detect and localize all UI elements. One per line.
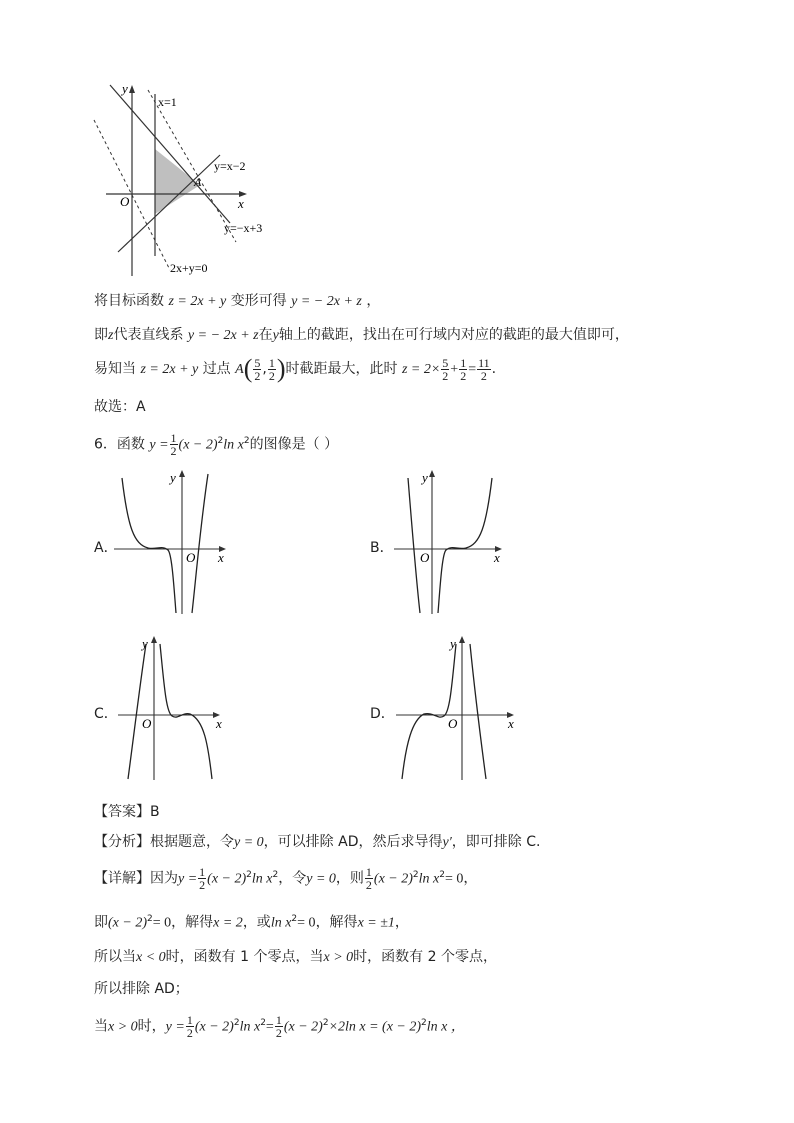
text: ， (366, 293, 381, 309)
question-number: 6．函数 (94, 436, 145, 453)
text: 将目标函数 (94, 293, 164, 309)
exponent: 2 (272, 870, 279, 880)
expression: ln x (223, 437, 244, 453)
text: 时，函数有 2 个零点， (353, 949, 497, 965)
exponent: 2 (233, 1018, 240, 1028)
label-x-equals-1: x=1 (158, 95, 177, 109)
fraction (198, 866, 206, 891)
curve (128, 644, 146, 779)
label-y-equals-x-minus-2: y=x−2 (214, 159, 246, 173)
analysis-line (94, 833, 540, 852)
label-x: x (216, 716, 222, 731)
fraction (365, 866, 373, 891)
fraction (441, 357, 449, 382)
denominator: 2 (268, 368, 275, 383)
expression: ln x ， (426, 1019, 465, 1035)
exponent: 2 (147, 914, 153, 924)
y-axis-arrow (429, 470, 435, 477)
label-origin: O (142, 716, 152, 731)
detail-line-3 (94, 948, 497, 967)
equation: z = 2x + y (140, 362, 199, 377)
label-x: x (238, 196, 244, 211)
fraction (253, 357, 261, 382)
label-y: y (170, 470, 176, 485)
exponent: 2 (260, 1018, 266, 1028)
label-y-equals-minus-x-plus-3: y=−x+3 (224, 221, 263, 235)
curve (192, 474, 208, 613)
expression: (x − 2) (178, 437, 218, 453)
equation: z = 2x + y (168, 294, 227, 309)
label-x: x (494, 550, 500, 565)
numerator: 1 (199, 865, 206, 880)
variable: z (108, 328, 114, 343)
curve (160, 644, 212, 779)
numerator: 1 (460, 355, 467, 370)
equation: x = 2 (213, 915, 243, 931)
equation: y = − 2x + z (291, 294, 362, 309)
text: ，即可排除 C. (451, 834, 541, 850)
detail-line-2 (94, 910, 409, 933)
numerator: 1 (170, 431, 177, 446)
denominator: 2 (254, 368, 261, 383)
numerator: 5 (442, 355, 449, 370)
derivative: y′ (442, 835, 452, 850)
condition: x > 0 (108, 1019, 138, 1035)
y-axis-arrow (179, 470, 185, 477)
option-B-graph[interactable] (392, 468, 512, 616)
text: 在 (258, 327, 273, 343)
condition: x < 0 (136, 950, 166, 965)
detail-tag: 【详解】 (94, 870, 150, 887)
denominator: 2 (199, 878, 206, 893)
variable: y (272, 328, 279, 343)
text: 过点 (202, 361, 231, 377)
curve (470, 644, 486, 779)
text: 根据题意，令 (150, 834, 234, 850)
solution-line-1 (94, 292, 380, 311)
label-origin: O (448, 716, 458, 731)
label-2x-plus-y-equals-0: 2x+y=0 (170, 261, 208, 275)
denominator: 2 (170, 444, 177, 459)
option-A-graph[interactable] (112, 468, 232, 616)
text: 轴上的截距，找出在可行域内对应的截距的最大值即可， (278, 327, 629, 343)
analysis-tag: 【分析】 (94, 834, 150, 850)
exponent: 2 (217, 436, 224, 446)
option-A-label[interactable]: A． (94, 540, 118, 556)
paren-close: ) (276, 354, 286, 383)
solution-line-3: 易知当 z = 2x + y 过点 A( $\frac{5}{2}$ , $\frac{1}{2}$ )时截距最大，此时 z = 2× $\frac{5}{2}$ + $\frac{1}{2}$ = $\frac{11}{2}$ . (94, 354, 497, 383)
option-D-label[interactable]: D． (370, 706, 395, 722)
text: ，或 (242, 914, 271, 931)
label-y: y (450, 636, 456, 651)
text: ，解得 (171, 914, 214, 931)
exponent: 2 (246, 870, 252, 880)
point-A: A (235, 362, 244, 377)
denominator: 2 (275, 1026, 282, 1041)
answer-tag: 【答案】 (94, 804, 150, 820)
numerator: 1 (186, 1013, 193, 1028)
text: 因为 (150, 870, 178, 887)
fraction (459, 357, 467, 382)
equals: = (468, 362, 477, 377)
feasible-region-figure (90, 80, 290, 280)
answer-line (94, 803, 160, 821)
expression: ln x (418, 871, 440, 887)
detail-line-5 (94, 1010, 465, 1041)
denominator: 2 (442, 368, 449, 383)
expression: ln x (239, 1019, 261, 1035)
label-origin: O (120, 194, 130, 209)
fraction (275, 1014, 283, 1039)
equation: z = 2× (401, 362, 441, 377)
text: ，令 (278, 870, 307, 887)
option-D-graph[interactable] (392, 634, 522, 782)
exponent: 2 (291, 914, 298, 924)
numerator: 1 (275, 1013, 282, 1028)
text: 易知当 (94, 361, 136, 377)
solution-choice: 故选：A (94, 399, 146, 415)
text: 即 (94, 327, 108, 343)
curve (402, 644, 456, 779)
exponent: 2 (412, 870, 419, 880)
y-axis-arrow (129, 85, 135, 93)
equation: y = (178, 871, 198, 887)
text: ，可以排除 AD，然后求导得 (263, 834, 443, 850)
curve (438, 478, 492, 613)
equals: = (265, 1019, 274, 1035)
plus: + (450, 362, 459, 377)
option-B-label[interactable]: B． (370, 540, 394, 556)
option-C-graph[interactable] (112, 634, 232, 782)
label-y: y (142, 636, 148, 651)
exponent: 2 (322, 1018, 329, 1028)
text: 时， (137, 1018, 166, 1035)
exponent: 2 (439, 870, 445, 880)
expression: ln x (251, 871, 273, 887)
text: ，则 (335, 870, 364, 887)
equation: y = (165, 1019, 185, 1035)
equation: y = 0 (306, 871, 336, 887)
fraction (170, 432, 178, 457)
option-C-label[interactable]: C． (94, 706, 118, 722)
fraction (477, 357, 491, 382)
y-axis-arrow (459, 636, 465, 643)
label-y: y (122, 81, 128, 96)
denominator: 2 (480, 368, 487, 383)
curve (408, 478, 420, 613)
paren-open: ( (243, 354, 253, 383)
expression: (x − 2) (373, 871, 413, 887)
text: 时截距最大，此时 (285, 361, 398, 377)
text: ，解得 (315, 914, 358, 931)
expression: (x − 2) (283, 1019, 323, 1035)
label-y: y (422, 470, 428, 485)
label-origin: O (186, 550, 196, 565)
text: 变形可得 (230, 293, 287, 309)
equation: y = 0 (234, 835, 264, 850)
text: ， (463, 870, 478, 887)
numerator: 5 (254, 355, 261, 370)
label-x: x (218, 550, 224, 565)
equation: y = − 2x + z (187, 328, 259, 343)
equation: = 0 (297, 915, 316, 931)
exponent: 2 (243, 436, 250, 446)
label-x: x (508, 716, 514, 731)
y-axis-arrow (151, 636, 157, 643)
equation: x = ±1 (357, 915, 395, 931)
text: 即 (94, 914, 108, 931)
period: . (491, 361, 497, 377)
condition: x > 0 (323, 950, 354, 965)
equation: = 0 (152, 915, 172, 931)
expression: (x − 2) (194, 1019, 234, 1035)
text: 当 (94, 1018, 108, 1035)
text: 所以当 (94, 949, 136, 965)
label-origin: O (420, 550, 430, 565)
fraction (268, 357, 276, 382)
expression: ln x (270, 915, 292, 931)
text: 时，函数有 1 个零点，当 (165, 949, 324, 965)
denominator: 2 (186, 1026, 193, 1041)
detail-line-1 (94, 862, 477, 893)
curve (122, 478, 176, 613)
fraction (186, 1014, 194, 1039)
numerator: 1 (365, 865, 372, 880)
numerator: 11 (478, 355, 490, 370)
text: ， (394, 914, 409, 931)
detail-line-4: 所以排除 AD； (94, 981, 189, 997)
question-6-stem (94, 428, 338, 459)
answer-value: B (150, 804, 160, 820)
denominator: 2 (460, 368, 467, 383)
equation: y = (149, 437, 169, 453)
denominator: 2 (365, 878, 372, 893)
exponent: 2 (421, 1018, 427, 1028)
expression: ×2ln x = (x − 2) (328, 1019, 422, 1035)
equation: = 0 (445, 871, 464, 887)
numerator: 1 (268, 355, 275, 370)
label-point-A: A (194, 175, 202, 189)
text: 代表直线系 (113, 327, 184, 343)
expression: (x − 2) (207, 871, 247, 887)
expression: (x − 2) (108, 915, 147, 931)
text: 的图像是（ ） (249, 436, 339, 453)
solution-line-2 (94, 326, 629, 345)
